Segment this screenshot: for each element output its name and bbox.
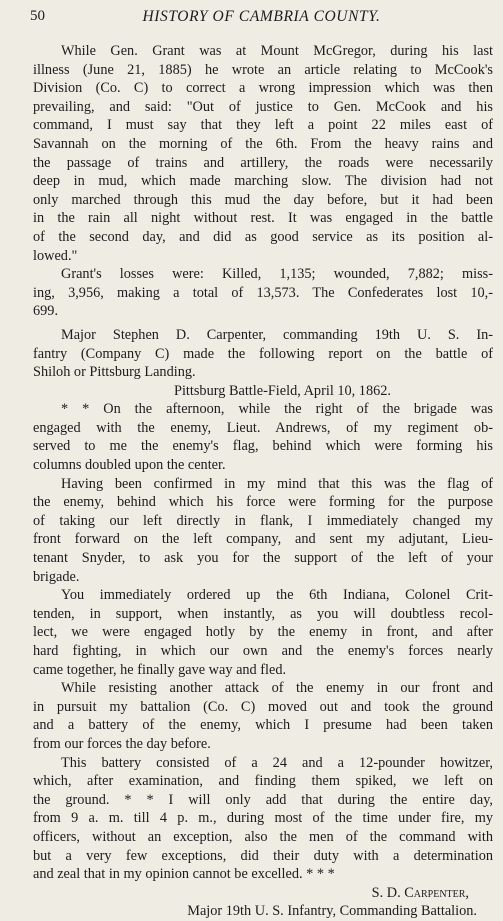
text-line: in pursuit my battalion (Co. C) moved out and took the ground [33,698,493,715]
text-line: from 9 a. m. till 4 p. m., during most of the time under fire, my [33,810,493,827]
text-line: columns doubled upon the center. [33,457,226,474]
text-line: brigade. [33,568,80,585]
text-line: deep in mud, which made marching slow. The division had not [33,173,493,190]
text-line: the ground. * * I will only add that during the entire day, [33,791,493,808]
text-line: in the rain all night without rest. It was engaged in the battle [33,210,493,227]
text-line: illness (June 21, 1885) he wrote an article relating to McCook's [33,61,493,78]
text-line: lect, we were engaged hotly by the enemy in front, and after [33,624,493,641]
text-line: lowed." [33,247,78,264]
text-line: came together, he finally gave way and fled. [33,661,287,678]
text-line: You immediately ordered up the 6th Indiana, Colonel Crit- [61,587,493,604]
text-line: While resisting another attack of the enemy in our front and [61,680,493,697]
text-line: but a very few exceptions, did their duty with a determination [33,847,493,864]
text-line: ing, 3,956, making a total of 13,573. The Confederates lost 10,- [33,284,493,301]
text-line: hard fighting, in which our own and the enemy's forces nearly [33,643,493,659]
text-line: Grant's losses were: Killed, 1,135; wounded, 7,882; miss- [61,266,493,283]
signature-surname: Carpenter, [404,884,469,901]
text-line: and a battery of the enemy, which I presume had been taken [33,717,493,734]
signature-name [33,884,493,903]
text-line: officers, without an exception, also the men of the command with [33,828,493,845]
text-line: of taking our left directly in flank, I immediately changed my [33,512,493,529]
text-line: This battery consisted of a 24 and a 12-pounder howitzer, [61,754,493,771]
text-line: Savannah on the morning of the 6th. From the heavy rains and [33,135,493,152]
text-line: front forward on the left company, and sent my adjutant, Lieu- [33,531,493,548]
running-title: HISTORY OF CAMBRIA COUNTY. [142,8,381,25]
signature-initials: S. D. [371,884,405,901]
text-line: the passage of trains and artillery, the roads were necessarily [33,154,493,171]
text-line: only marched through this mud the day before, but it had been [33,191,493,208]
body-text [33,42,493,921]
page-number: 50 [30,8,45,24]
text-line: prevailing, and said: "Out of justice to Gen. McCook and his [33,98,493,115]
report-dateline: Pittsburg Battle-Field, April 10, 1862. [174,382,391,399]
page-header [30,8,493,28]
text-line: engaged with the enemy, Lieut. Andrews, of my regiment ob- [33,419,493,436]
text-line: and zeal that in my opinion cannot be excelled. * * * [33,866,335,883]
signature-title: Major 19th U. S. Infantry, Commanding Battalion. [187,903,477,920]
text-line: of the second day, and did as good service as its position al- [33,228,493,245]
text-line: tenant Snyder, to ask you for the support of the left of your [33,550,493,567]
text-line: which, after examination, and finding them spiked, we left on [33,773,493,790]
text-line: command, I must say that they left a point 22 miles east of [33,117,493,134]
text-line: fantry (Company C) made the following report on the battle of [33,345,493,362]
text-line: the enemy, behind which his force were forming for the purpose [33,494,493,511]
text-line: Division (Co. C) to correct a wrong impression which was then [33,80,493,97]
text-line: While Gen. Grant was at Mount McGregor, during his last [61,43,493,59]
text-line: Shiloh or Pittsburg Landing. [33,364,196,381]
text-line: served to me the enemy's flag, behind which were forming his [33,438,493,455]
text-line: tenden, in support, when instantly, as you will doubtless recol- [33,605,493,622]
text-line: Major Stephen D. Carpenter, commanding 19th U. S. In- [61,326,493,343]
text-line: Having been confirmed in my mind that this was the flag of [61,475,493,492]
text-line: 699. [33,303,59,320]
text-line: from our forces the day before. [33,735,211,752]
text-line: * * On the afternoon, while the right of the brigade was [61,401,493,418]
